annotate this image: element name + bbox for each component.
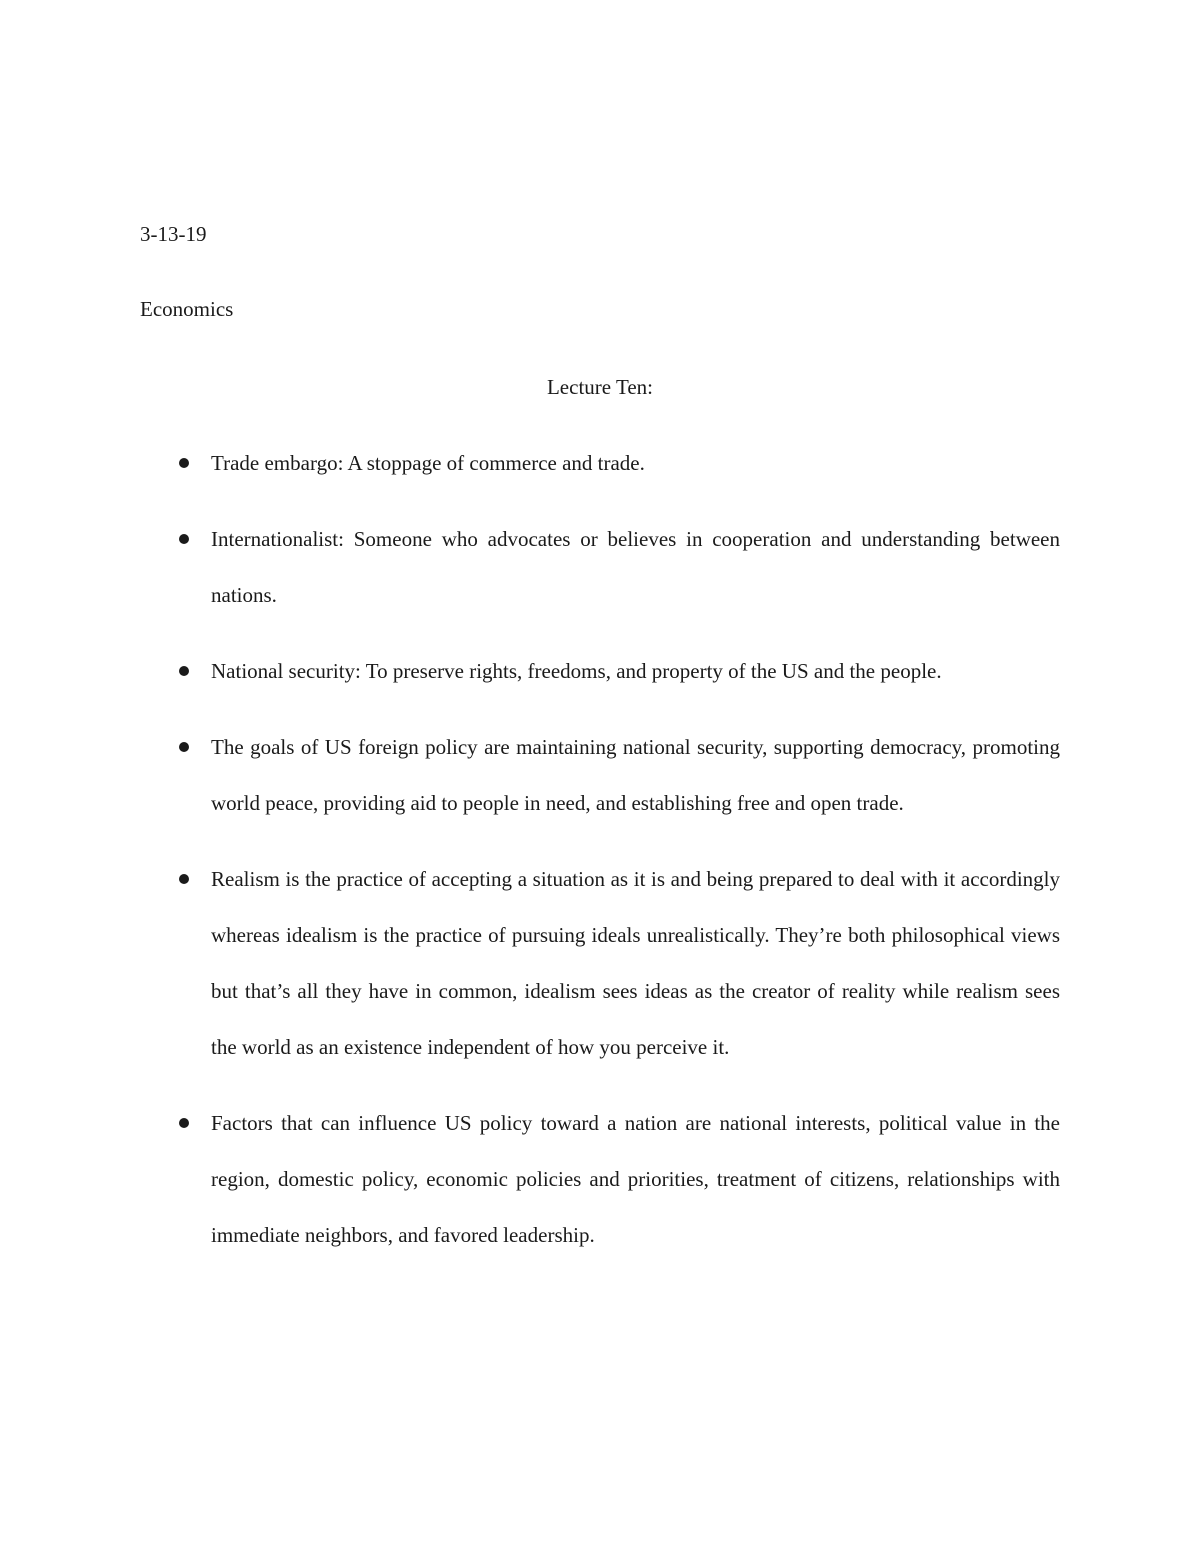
- note-item: [140, 643, 1060, 699]
- date-line: 3-13-19: [140, 222, 207, 246]
- note-item: [140, 851, 1060, 1075]
- note-text: The goals of US foreign policy are maintaining national security, supporting democracy, promoting world peace, providing aid to people in need, and establishing free and open trade.: [211, 735, 1060, 815]
- note-text: National security: To preserve rights, freedoms, and property of the US and the people.: [211, 659, 942, 683]
- note-item: [140, 719, 1060, 831]
- bullet-icon: [179, 534, 189, 544]
- note-text: Realism is the practice of accepting a situation as it is and being prepared to deal with it accordingly whereas idealism is the practice of pursuing ideals unrealistically. They’re both philosophical views but that’s all they have in common, idealism sees ideas as the creator of reality while realism sees the world as an existence independent of how you perceive it.: [211, 867, 1060, 1059]
- note-text: Factors that can influence US policy toward a nation are national interests, political value in the region, domestic policy, economic policies and priorities, treatment of citizens, relationships with immediate neighbors, and favored leadership.: [211, 1111, 1060, 1247]
- lecture-title: Lecture Ten:: [546, 375, 653, 399]
- note-item: [140, 435, 1060, 491]
- bullet-icon: [179, 1118, 189, 1128]
- bullet-icon: [179, 874, 189, 884]
- note-item: [140, 511, 1060, 623]
- bullet-icon: [179, 742, 189, 752]
- lecture-notes-list: [140, 435, 1060, 1283]
- subject-line: Economics: [140, 297, 234, 321]
- bullet-icon: [179, 666, 189, 676]
- note-item: [140, 1095, 1060, 1263]
- note-text: Internationalist: Someone who advocates or believes in cooperation and understanding between nations.: [211, 527, 1060, 607]
- bullet-icon: [179, 458, 189, 468]
- note-text: Trade embargo: A stoppage of commerce and trade.: [211, 451, 645, 475]
